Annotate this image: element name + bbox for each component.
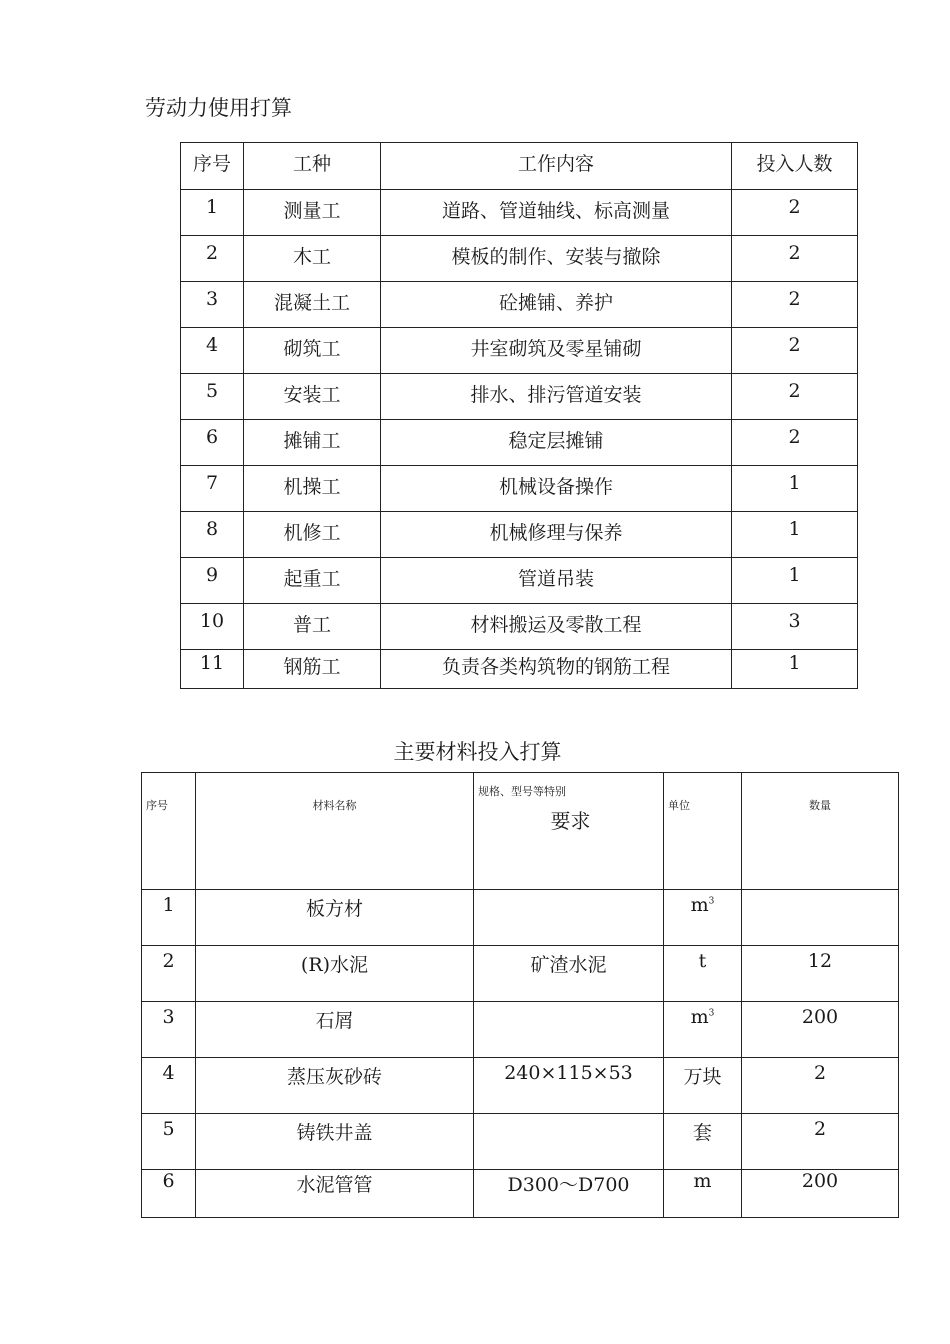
header-unit: 单位 — [664, 773, 742, 890]
table-row — [181, 190, 858, 236]
table-cell-spec — [474, 890, 664, 946]
table-cell-qty — [742, 890, 899, 946]
table-row — [181, 512, 858, 558]
table-cell-unit — [664, 1058, 742, 1114]
table-cell: 5 — [181, 374, 244, 420]
table-cell-qty: 2 — [742, 1058, 899, 1114]
labor-header-cell: 序号 — [181, 143, 244, 190]
header-name: 材料名称 — [196, 773, 474, 890]
table-cell: 2 — [732, 328, 858, 374]
table-cell: 8 — [181, 512, 244, 558]
table-cell-spec — [474, 1002, 664, 1058]
table-cell-name: 板方材 — [196, 890, 474, 946]
materials-header-row — [142, 773, 899, 890]
unit-superscript: 3 — [708, 896, 715, 907]
unit-text: m — [690, 1006, 709, 1028]
labor-plan-title: 劳动力使用打算 — [145, 96, 292, 120]
table-row — [181, 420, 858, 466]
table-cell-no: 1 — [142, 890, 196, 946]
table-cell: 10 — [181, 604, 244, 650]
unit-text: 套 — [692, 1122, 712, 1144]
table-row — [142, 1170, 899, 1218]
table-cell: 2 — [732, 420, 858, 466]
table-row — [181, 650, 858, 689]
table-cell: 负责各类构筑物的钢筋工程 — [381, 650, 732, 689]
header-qty: 数量 — [742, 773, 899, 890]
table-cell: 起重工 — [244, 558, 381, 604]
table-cell-qty: 2 — [742, 1114, 899, 1170]
table-cell: 砼摊铺、养护 — [381, 282, 732, 328]
table-row — [181, 466, 858, 512]
table-cell: 3 — [181, 282, 244, 328]
table-cell-spec: 矿渣水泥 — [474, 946, 664, 1002]
table-cell-spec: D300～D700 — [474, 1170, 664, 1218]
labor-header-cell: 工作内容 — [381, 143, 732, 190]
table-cell-qty: 200 — [742, 1170, 899, 1218]
labor-header-cell: 工种 — [244, 143, 381, 190]
table-cell: 普工 — [244, 604, 381, 650]
header-no: 序号 — [142, 773, 196, 890]
table-row — [181, 328, 858, 374]
table-cell: 安装工 — [244, 374, 381, 420]
table-cell: 1 — [732, 466, 858, 512]
table-cell-spec — [474, 1114, 664, 1170]
table-cell: 混凝土工 — [244, 282, 381, 328]
table-cell: 砌筑工 — [244, 328, 381, 374]
labor-header-row — [181, 143, 858, 190]
table-cell: 7 — [181, 466, 244, 512]
unit-text: m — [693, 1170, 712, 1192]
labor-table — [180, 142, 858, 689]
table-cell: 2 — [732, 374, 858, 420]
table-cell: 2 — [732, 190, 858, 236]
materials-table — [141, 772, 899, 1218]
header-spec-small: 规格、型号等特别 — [478, 785, 566, 798]
unit-text: m — [690, 894, 709, 916]
table-row — [181, 374, 858, 420]
table-row — [142, 1058, 899, 1114]
table-cell-unit — [664, 1170, 742, 1218]
table-cell: 机操工 — [244, 466, 381, 512]
table-row — [181, 236, 858, 282]
table-cell: 模板的制作、安装与撤除 — [381, 236, 732, 282]
labor-header-cell: 投入人数 — [732, 143, 858, 190]
unit-text: 万块 — [683, 1066, 722, 1088]
table-cell: 3 — [732, 604, 858, 650]
table-cell: 管道吊装 — [381, 558, 732, 604]
table-cell: 道路、管道轴线、标高测量 — [381, 190, 732, 236]
table-row — [142, 1114, 899, 1170]
table-cell: 测量工 — [244, 190, 381, 236]
table-row — [181, 558, 858, 604]
table-cell: 木工 — [244, 236, 381, 282]
table-cell: 稳定层摊铺 — [381, 420, 732, 466]
table-cell: 11 — [181, 650, 244, 689]
table-row — [181, 282, 858, 328]
table-cell-name: 石屑 — [196, 1002, 474, 1058]
table-cell: 机修工 — [244, 512, 381, 558]
table-cell: 井室砌筑及零星铺砌 — [381, 328, 732, 374]
table-cell: 1 — [732, 650, 858, 689]
unit-text: t — [698, 950, 707, 972]
table-cell: 1 — [181, 190, 244, 236]
table-cell-qty: 200 — [742, 1002, 899, 1058]
table-cell: 2 — [732, 282, 858, 328]
header-spec — [474, 773, 664, 890]
table-cell: 排水、排污管道安装 — [381, 374, 732, 420]
table-cell-no: 6 — [142, 1170, 196, 1218]
table-cell: 机械修理与保养 — [381, 512, 732, 558]
table-cell-unit — [664, 890, 742, 946]
table-cell-name: 蒸压灰砂砖 — [196, 1058, 474, 1114]
table-row — [142, 946, 899, 1002]
table-cell-no: 3 — [142, 1002, 196, 1058]
table-cell: 4 — [181, 328, 244, 374]
table-cell: 摊铺工 — [244, 420, 381, 466]
table-cell-no: 5 — [142, 1114, 196, 1170]
table-cell: 2 — [732, 236, 858, 282]
table-cell-spec: 240×115×53 — [474, 1058, 664, 1114]
materials-plan-title: 主要材料投入打算 — [393, 740, 562, 764]
table-cell: 6 — [181, 420, 244, 466]
table-row — [142, 890, 899, 946]
table-cell: 1 — [732, 512, 858, 558]
table-cell-unit — [664, 946, 742, 1002]
table-row — [181, 604, 858, 650]
header-spec-big: 要求 — [550, 809, 591, 833]
table-cell: 2 — [181, 236, 244, 282]
table-cell-name: 水泥管管 — [196, 1170, 474, 1218]
table-cell: 9 — [181, 558, 244, 604]
table-cell: 1 — [732, 558, 858, 604]
table-cell: 机械设备操作 — [381, 466, 732, 512]
table-cell: 钢筋工 — [244, 650, 381, 689]
table-cell-qty: 12 — [742, 946, 899, 1002]
table-cell-unit — [664, 1114, 742, 1170]
table-cell-no: 4 — [142, 1058, 196, 1114]
table-cell-name: 铸铁井盖 — [196, 1114, 474, 1170]
unit-superscript: 3 — [708, 1008, 715, 1019]
table-cell-unit — [664, 1002, 742, 1058]
table-cell: 材料搬运及零散工程 — [381, 604, 732, 650]
table-row — [142, 1002, 899, 1058]
table-cell-name: (R)水泥 — [196, 946, 474, 1002]
table-cell-no: 2 — [142, 946, 196, 1002]
